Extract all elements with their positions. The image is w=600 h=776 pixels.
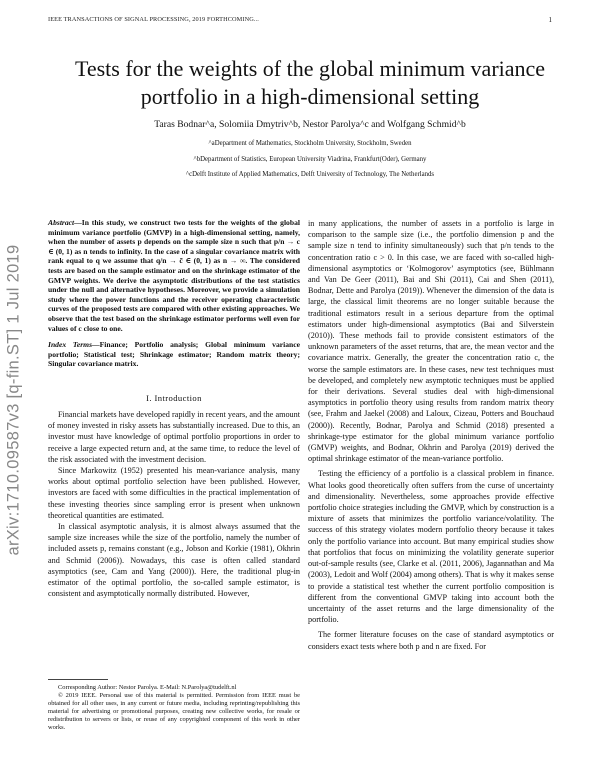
index-terms-label: Index Terms [48, 340, 93, 349]
paper-title: Tests for the weights of the global minimum variance portfolio in a high-dimensional setting [74, 56, 546, 109]
paragraph: Financial markets have developed rapidly in recent years, and the amount of money invested in risky assets has substantially increased. Due to this, an investor must have knowledge of optimal portfolio proportions in order to receive a large expected return and, at the same time, to reduce the level of the risk associated with the investment decision. [48, 410, 300, 464]
running-header: IEEE TRANSACTIONS OF SIGNAL PROCESSING, 2019 FORTHCOMING... [48, 16, 259, 23]
abstract-label: Abstract [48, 218, 75, 227]
affiliation-a: ^aDepartment of Mathematics, Stockholm University, Stockholm, Sweden [208, 140, 412, 147]
paragraph: in many applications, the number of assets in a portfolio is large in comparison to the sample size (i.e., the portfolio dimension p and the sample size n tend to infinity simultaneously) such that p/n tends to the concentration ratio c > 0. In this case, we are faced with so-called high-dimensional asymptotics or ‘Kolmogorov’ asymptotics (see, Bühlmann and Van De Geer (2011), Bai and Shi (2011), Cai and Shen (2011), Bodnar, Dette and Parolya (2019)). Whenever the dimension of the data is large, the classical limit theorems are no longer suitable because the traditional estimators result in a serious departure from the optimal estimators under high-dimensional asymptotics (Bai and Silverstein (2010)). These methods fail to provide consistent estimators of the unknown parameters of the asset returns, that are, the mean vector and the covariance matrix. Generally, the greater the concentration ratio c, the worse the sample estimators are. In these cases, new test techniques must be developed, and completely new asymptotic techniques must be applied for their derivations. Several studies deal with high-dimensional asymptotics in portfolio theory using results from random matrix theory (see, Frahm and Jaekel (2008) and Laloux, Cizeau, Potters and Bouchaud (2000)). Recently, Bodnar, Parolya and Schmid (2018) presented a shrinkage-type estimator for the global minimum variance portfolio (GMVP) weights, and Bodnar, Okhrin and Parolya (2019) derived the optimal shrinkage estimator of the mean-variance portfolio. [308, 219, 554, 464]
footnotes [48, 684, 300, 732]
arxiv-stamp [0, 200, 28, 600]
footnote-author: Corresponding Author: Nestor Parolya. E-Mail: N.Parolya@tudelft.nl [58, 684, 237, 691]
footnote-copyright: © 2019 IEEE. Personal use of this material is permitted. Permission from IEEE must be obtained for all other uses, in any current or future media, including reprinting/republishing this material for advertising or promotional purposes, creating new collective works, for resale or redistribution to servers or lists, or reuse of any copyrighted component of this work in other works. [48, 692, 300, 731]
right-body [308, 218, 554, 652]
section-heading: I. Introduction [146, 393, 202, 403]
page-number: 1 [548, 16, 552, 24]
abstract-text: —In this study, we construct two tests for the weights of the global minimum variance portfolio (GMVP) in a high-dimensional setting, namely, when the number of assets p depends on the sample size n such that p/n → c ∈ (0, 1) as n tends to infinity. In the case of a singular covariance matrix with rank equal to q we assume that q/n → c̃ ∈ (0, 1) as n → ∞. The considered tests are based on the sample estimator and on the shrinkage estimator of the GMVP weights. We derive the asymptotic distributions of the test statistics under the null and alternative hypotheses. Moreover, we provide a simulation study where the power functions and the receiver operating characteristic curves of the proposed tests are compared with other existing approaches. We observe that the test based on the shrinkage estimator performs well even for values of c close to one. [48, 218, 300, 333]
paragraph: In classical asymptotic analysis, it is almost always assumed that the sample size increases while the size of the portfolio, namely the number of included assets p, remains constant (e.g., Jobson and Korkie (1981), Okhrin and Schmid (2006)). Nowadays, this case is often called standard asymptotics (see, Cam and Yang (2000)). Here, the traditional plug-in estimator of the optimal portfolio, the so-called sample estimator, is consistent and asymptotically normally distributed. However, [48, 522, 300, 599]
paragraph: Testing the efficiency of a portfolio is a classical problem in finance. What looks good theoretically often suffers from the curse of uncertainty and dimensionality. Nevertheless, some approaches provide effective portfolio choice strategies including the GMVP, which by construction is a mixture of assets that minimizes the portfolio variance/volatility. The success of this strategy violates modern portfolio theory because it takes only the portfolio variance into account. But many empirical studies show that portfolios that focus on minimizing the volatility generate superior out-of-sample results (see, Clarke et al. (2011, 2006), Jagannathan and Ma (2003), Ledoit and Wolf (2004) among others). That is why it makes sense to provide a statistical test whether the current portfolio composition is different from the conventional GMVP taking into account both the uncertainty of the asset returns and the large dimensionality of the portfolio. [308, 469, 554, 625]
index-terms [48, 340, 300, 369]
arxiv-id: arXiv:1710.09587v3 [q-fin.ST] 1 Jul 2019 [4, 244, 23, 556]
affiliation-b: ^bDepartment of Statistics, European University Viadrina, Frankfurt(Oder), Germany [193, 156, 427, 163]
footnote-rule [48, 679, 108, 680]
affiliation-c: ^cDelft Institute of Applied Mathematics, Delft University of Technology, The Netherlands [185, 171, 435, 178]
index-terms-text: —Finance; Portfolio analysis; Global minimum variance portfolio; Statistical test; Shrinkage estimator; Random matrix theory; Singular covariance matrix. [48, 340, 301, 369]
left-body [48, 409, 300, 599]
abstract [48, 218, 300, 333]
paragraph: Since Markowitz (1952) presented his mean-variance analysis, many works about optimal portfolio selection have been published. However, investors are faced with some difficulties in the practical implementation of these investing theories since sampling error is present when unknown theoretical quantities are estimated. [48, 466, 300, 520]
author-list: Taras Bodnar^a, Solomiia Dmytriv^b, Nestor Parolya^c and Wolfgang Schmid^b [154, 119, 466, 130]
paragraph: The former literature focuses on the case of standard asymptotics or considers exact tests where both p and n are fixed. For [308, 630, 554, 651]
